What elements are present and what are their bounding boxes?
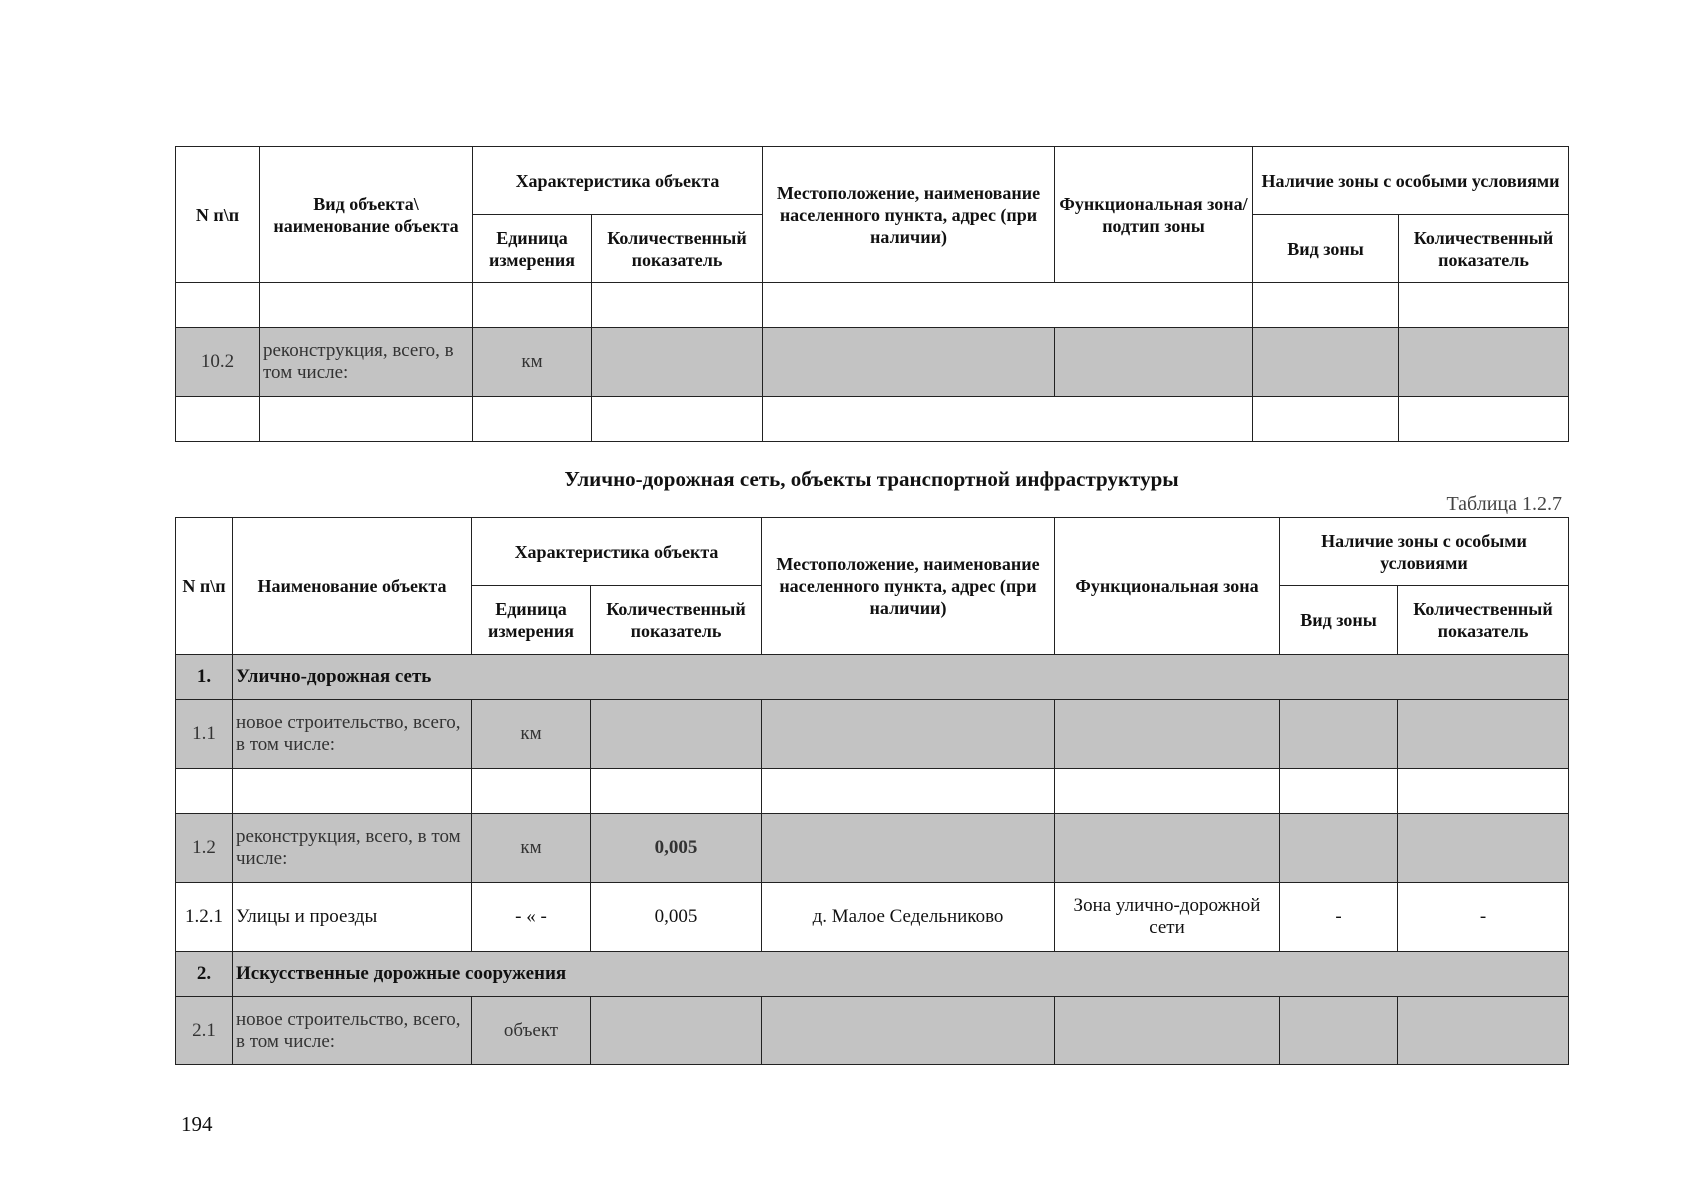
cell-name: новое строительство, всего, в том числе: — [233, 700, 472, 769]
cell-n — [176, 769, 233, 814]
header-location: Местоположение, наименование населенного пункта, адрес (при наличии) — [763, 147, 1055, 283]
cell-n: 1.2.1 — [176, 883, 233, 952]
cell-zone — [1055, 814, 1280, 883]
cell-name — [260, 283, 473, 328]
header-zone-quantity: Количественный показатель — [1398, 586, 1569, 655]
cell-location: д. Малое Седельниково — [762, 883, 1055, 952]
cell-location — [763, 397, 1253, 442]
header-characteristic: Характеристика объекта — [473, 147, 763, 215]
cell-zone-type — [1280, 997, 1398, 1065]
page-number: 194 — [181, 1112, 213, 1136]
cell-n — [176, 397, 260, 442]
section-row — [176, 655, 1569, 700]
cell-zone-type — [1280, 769, 1398, 814]
cell-zone-quantity — [1398, 814, 1569, 883]
cell-location — [762, 769, 1055, 814]
header-zone-quantity: Количественный показатель — [1399, 215, 1569, 283]
header-special-zone: Наличие зоны с особыми условиями — [1280, 518, 1569, 586]
section-number: 1. — [176, 655, 233, 700]
header-zone-type: Вид зоны — [1253, 215, 1399, 283]
cell-n: 10.2 — [176, 328, 260, 397]
table-row — [176, 328, 1569, 397]
cell-location — [762, 814, 1055, 883]
table-row — [176, 700, 1569, 769]
cell-name — [233, 769, 472, 814]
cell-name: Улицы и проезды — [233, 883, 472, 952]
cell-quantity — [592, 283, 763, 328]
cell-location — [762, 700, 1055, 769]
cell-unit: объект — [472, 997, 591, 1065]
cell-unit — [473, 283, 592, 328]
cell-quantity: 0,005 — [591, 883, 762, 952]
cell-zone-type: - — [1280, 883, 1398, 952]
section-row — [176, 952, 1569, 997]
header-object-name: Вид объекта\ наименование объекта — [260, 147, 473, 283]
cell-zone-type — [1253, 328, 1399, 397]
cell-unit: км — [472, 700, 591, 769]
header-quantity: Количественный показатель — [591, 586, 762, 655]
cell-quantity — [592, 397, 763, 442]
cell-zone-quantity — [1398, 997, 1569, 1065]
cell-zone — [1055, 997, 1280, 1065]
header-quantity: Количественный показатель — [592, 215, 763, 283]
cell-quantity — [591, 700, 762, 769]
cell-quantity: 0,005 — [591, 814, 762, 883]
cell-unit — [472, 769, 591, 814]
cell-location — [762, 997, 1055, 1065]
cell-name: реконструкция, всего, в том числе: — [260, 328, 473, 397]
cell-zone-quantity — [1399, 283, 1569, 328]
table-label: Таблица 1.2.7 — [1446, 493, 1562, 515]
cell-zone-quantity — [1399, 397, 1569, 442]
cell-n: 2.1 — [176, 997, 233, 1065]
cell-zone-type — [1280, 814, 1398, 883]
section-heading: Искусственные дорожные сооружения — [233, 952, 1569, 997]
cell-zone-quantity — [1398, 700, 1569, 769]
table-row — [176, 769, 1569, 814]
cell-unit: км — [472, 814, 591, 883]
header-unit: Единица измерения — [472, 586, 591, 655]
cell-location — [763, 328, 1055, 397]
cell-zone — [1055, 328, 1253, 397]
cell-zone-type — [1280, 700, 1398, 769]
header-n: N п\п — [176, 147, 260, 283]
header-n: N п\п — [176, 518, 233, 655]
cell-zone — [1055, 700, 1280, 769]
header-functional-zone: Функциональная зона — [1055, 518, 1280, 655]
header-location: Местоположение, наименование населенного пункта, адрес (при наличии) — [762, 518, 1055, 655]
section-heading: Улично-дорожная сеть — [233, 655, 1569, 700]
section-title: Улично-дорожная сеть, объекты транспортной инфраструктуры — [564, 467, 1179, 491]
infrastructure-table-continued — [175, 146, 1569, 442]
cell-zone-type — [1253, 397, 1399, 442]
transport-infrastructure-table — [175, 517, 1569, 1065]
cell-name: реконструкция, всего, в том числе: — [233, 814, 472, 883]
cell-quantity — [591, 769, 762, 814]
cell-quantity — [592, 328, 763, 397]
cell-unit: - « - — [472, 883, 591, 952]
table-row — [176, 283, 1569, 328]
header-special-zone: Наличие зоны с особыми условиями — [1253, 147, 1569, 215]
cell-zone-quantity — [1399, 328, 1569, 397]
header-zone-type: Вид зоны — [1280, 586, 1398, 655]
header-object-name: Наименование объекта — [233, 518, 472, 655]
cell-zone-quantity — [1398, 769, 1569, 814]
table-row — [176, 397, 1569, 442]
cell-name — [260, 397, 473, 442]
cell-n: 1.1 — [176, 700, 233, 769]
table-row — [176, 814, 1569, 883]
table-row — [176, 997, 1569, 1065]
cell-quantity — [591, 997, 762, 1065]
section-number: 2. — [176, 952, 233, 997]
cell-name: новое строительство, всего, в том числе: — [233, 997, 472, 1065]
cell-n — [176, 283, 260, 328]
cell-zone: Зона улично-дорожной сети — [1055, 883, 1280, 952]
table-row — [176, 883, 1569, 952]
cell-n: 1.2 — [176, 814, 233, 883]
header-unit: Единица измерения — [473, 215, 592, 283]
header-characteristic: Характеристика объекта — [472, 518, 762, 586]
cell-location — [763, 283, 1253, 328]
cell-zone-type — [1253, 283, 1399, 328]
header-functional-zone: Функциональная зона/ подтип зоны — [1055, 147, 1253, 283]
cell-unit: км — [473, 328, 592, 397]
cell-unit — [473, 397, 592, 442]
cell-zone-quantity: - — [1398, 883, 1569, 952]
cell-zone — [1055, 769, 1280, 814]
